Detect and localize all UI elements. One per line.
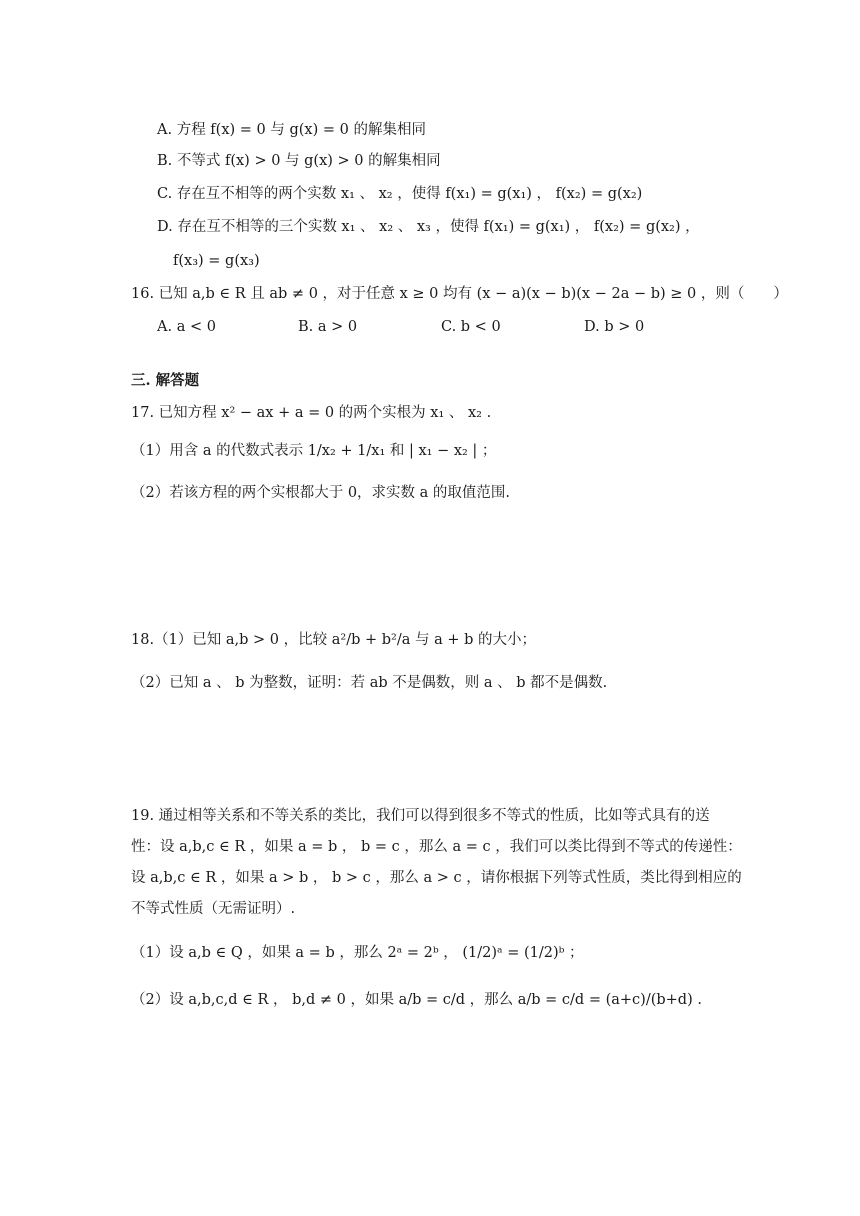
q19-part2: （2）设 a,b,c,d ∈ R ， b,d ≠ 0 ，如果 a/b = c/d ，那么 a/b = c/d = (a+c)/(b+d) .	[131, 992, 702, 1008]
section-title: 三. 解答题	[131, 372, 200, 389]
q19-line2: 性：设 a,b,c ∈ R ，如果 a = b ， b = c ，那么 a = c ，我们可以类比得到不等式的传递性：	[131, 839, 742, 855]
q19-part1: （1）设 a,b ∈ Q ，如果 a = b ，那么 2ᵃ = 2ᵇ ， (1/2)ᵃ = (1/2)ᵇ ；	[131, 945, 584, 961]
q16-option-b: B. a > 0	[298, 319, 358, 335]
q16-stem: 16. 已知 a,b ∈ R 且 ab ≠ 0 ，对于任意 x ≥ 0 均有 (x − a)(x − b)(x − 2a − b) ≥ 0 ，则（ ）	[131, 286, 788, 302]
q17-part1: （1）用含 a 的代数式表示 1/x₂ + 1/x₁ 和 | x₁ − x₂ | ；	[131, 443, 497, 459]
q17-stem: 17. 已知方程 x² − ax + a = 0 的两个实根为 x₁ 、 x₂ .	[131, 405, 492, 421]
q19-line4: 不等式性质（无需证明）.	[131, 901, 296, 917]
q17-part2: （2）若该方程的两个实根都大于 0，求实数 a 的取值范围.	[131, 485, 511, 501]
q15-option-d-line1: D. 存在互不相等的三个实数 x₁ 、 x₂ 、 x₃ ，使得 f(x₁) = g(x₁) ， f(x₂) = g(x₂) ，	[157, 219, 700, 235]
q16-option-d: D. b > 0	[584, 319, 645, 335]
q16-option-a: A. a < 0	[157, 319, 216, 335]
q16-option-c: C. b < 0	[441, 319, 501, 335]
q18-part1: 18.（1）已知 a,b > 0 ，比较 a²/b + b²/a 与 a + b 的大小；	[131, 632, 536, 648]
q15-option-d-line2: f(x₃) = g(x₃)	[173, 253, 260, 269]
q15-option-b: B. 不等式 f(x) > 0 与 g(x) > 0 的解集相同	[157, 153, 441, 169]
q18-part2: （2）已知 a 、 b 为整数，证明：若 ab 不是偶数，则 a 、 b 都不是偶数.	[131, 675, 608, 691]
q19-line3: 设 a,b,c ∈ R ，如果 a > b ， b > c ，那么 a > c ，请你根据下列等式性质，类比得到相应的	[131, 870, 742, 886]
q15-option-c: C. 存在互不相等的两个实数 x₁ 、 x₂ ，使得 f(x₁) = g(x₁) ， f(x₂) = g(x₂)	[157, 186, 643, 202]
q19-line1: 19. 通过相等关系和不等关系的类比，我们可以得到很多不等式的性质，比如等式具有的送	[131, 808, 710, 824]
q15-option-a: A. 方程 f(x) = 0 与 g(x) = 0 的解集相同	[157, 122, 426, 138]
